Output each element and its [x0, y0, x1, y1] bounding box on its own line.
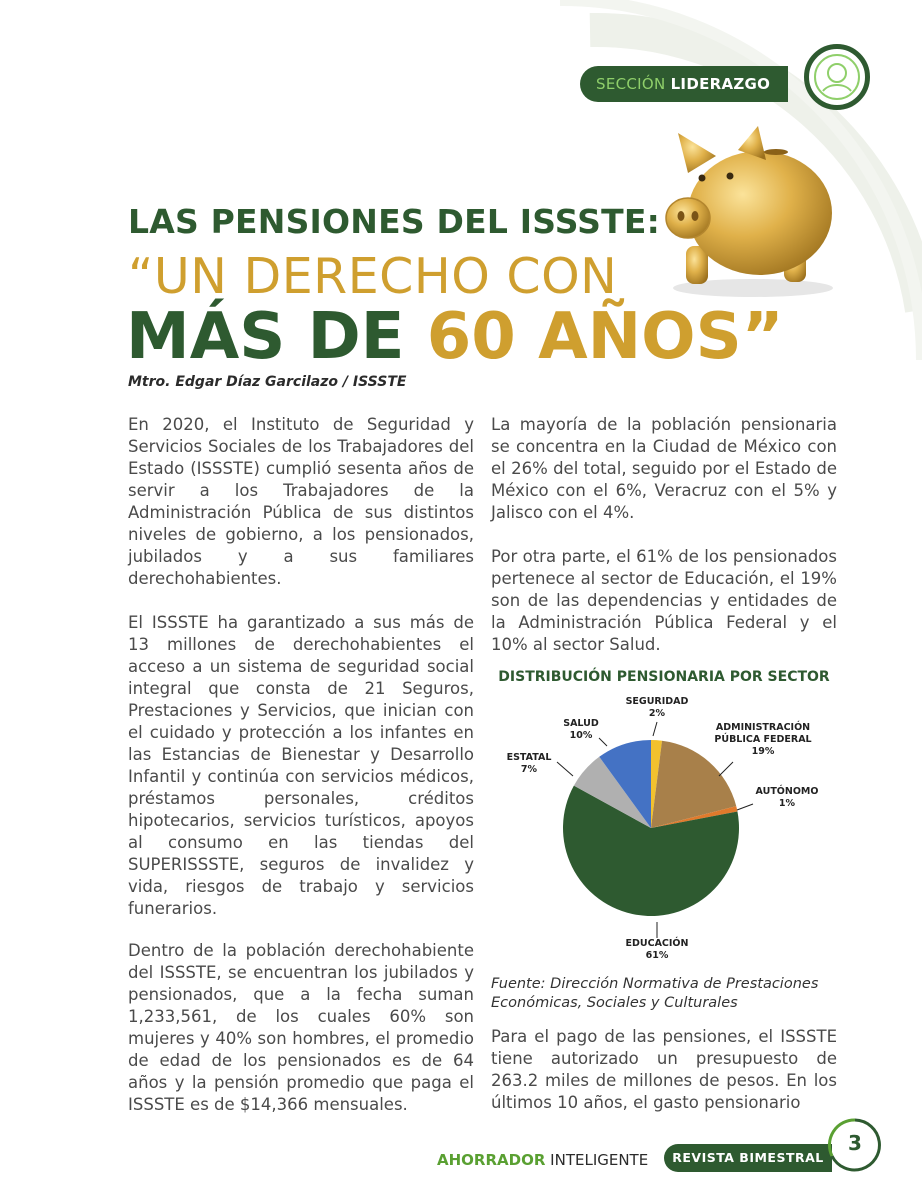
pie-leader-line	[737, 804, 753, 810]
pie-leader-line	[719, 762, 733, 776]
pie-label: ADMINISTRACIÓN PÚBLICA FEDERAL 19%	[714, 722, 812, 757]
section-name: LIDERAZGO	[670, 75, 771, 93]
title-line-3-gold: 60 AÑOS”	[426, 300, 784, 374]
footer-brand-rest: INTELIGENTE	[550, 1151, 649, 1169]
pie-leader-line	[653, 722, 657, 736]
title-line-3	[126, 300, 784, 374]
title-line-3-green: MÁS DE	[126, 300, 405, 374]
leadership-emblem-icon	[804, 44, 870, 110]
author-byline: Mtro. Edgar Díaz Garcilazo / ISSSTE	[128, 374, 407, 390]
pie-label: SEGURIDAD 2%	[625, 696, 689, 719]
pie-leader-line	[599, 738, 607, 746]
paragraph-col1-2: El ISSSTE ha garantizado a sus más de 13 millones de derechohabientes el acceso a un sistema de seguridad social integral que consta de 21 Seguros, Prestaciones y Servicios, que inician con el cuidado y protección a los infantes en las Estancias de Bienestar y Desarrollo Infantil y continúa con servicios médicos, préstamos personales, créditos hipotecarios, servicios turísticos, apoyos al consumo en las tiendas del SUPERISSSTE, seguros de invalidez y vida, riesgos de trabajo y servicios funerarios.	[128, 613, 474, 918]
section-prefix: SECCIÓN	[596, 75, 666, 93]
pie-label: EDUCACIÓN 61%	[625, 938, 689, 961]
title-line-2: “UN DERECHO CON	[128, 248, 618, 305]
pie-leader-line	[557, 762, 573, 776]
footer-band: REVISTA BIMESTRAL	[664, 1144, 832, 1172]
footer-brand-bold: AHORRADOR	[437, 1151, 546, 1169]
pie-label: AUTÓNOMO 1%	[755, 786, 819, 809]
paragraph-col2-2: Por otra parte, el 61% de los pensionados pertenece al sector de Educación, el 19% son de las dependencias y entidades de la Administración Pública Federal y el 10% al sector Salud.	[491, 547, 837, 654]
chart-title: DISTRIBUCIÓN PENSIONARIA POR SECTOR	[498, 669, 830, 685]
footer-brand	[437, 1151, 648, 1169]
page-number: 3	[848, 1131, 862, 1155]
golden-piggy-bank-illustration	[648, 118, 838, 303]
chart-source: Fuente: Dirección Normativa de Prestaciones Económicas, Sociales y Culturales	[491, 976, 819, 1011]
pie-label: SALUD 10%	[563, 718, 599, 741]
section-tag	[580, 66, 788, 102]
pie-chart	[491, 690, 837, 970]
paragraph-col1-3: Dentro de la población derechohabiente del ISSSTE, se encuentran los jubilados y pensionados, que a la fecha suman 1,233,561, de los cuales 60% son mujeres y 40% son hombres, el promedio de edad de los pensionados es de 64 años y la pensión promedio que paga el ISSSTE es de $14,366 mensuales.	[128, 941, 474, 1114]
paragraph-col1-1: En 2020, el Instituto de Seguridad y Servicios Sociales de los Trabajadores del Estado (ISSSTE) cumplió sesenta años de servir a los Trabajadores de la Administración Pública de sus distintos niveles de gobierno, a los pensionados, jubilados y a sus familiares derechohabientes.	[128, 415, 474, 588]
paragraph-col2-3: Para el pago de las pensiones, el ISSSTE tiene autorizado un presupuesto de 263.2 miles de millones de pesos. En los últimos 10 años, el gasto pensionario	[491, 1027, 837, 1112]
pie-label: ESTATAL 7%	[506, 752, 552, 775]
paragraph-col2-1: La mayoría de la población pensionaria se concentra en la Ciudad de México con el 26% del total, seguido por el Estado de México con el 6%, Veracruz con el 5% y Jalisco con el 4%.	[491, 415, 837, 522]
title-line-1: LAS PENSIONES DEL ISSSTE:	[128, 202, 661, 241]
